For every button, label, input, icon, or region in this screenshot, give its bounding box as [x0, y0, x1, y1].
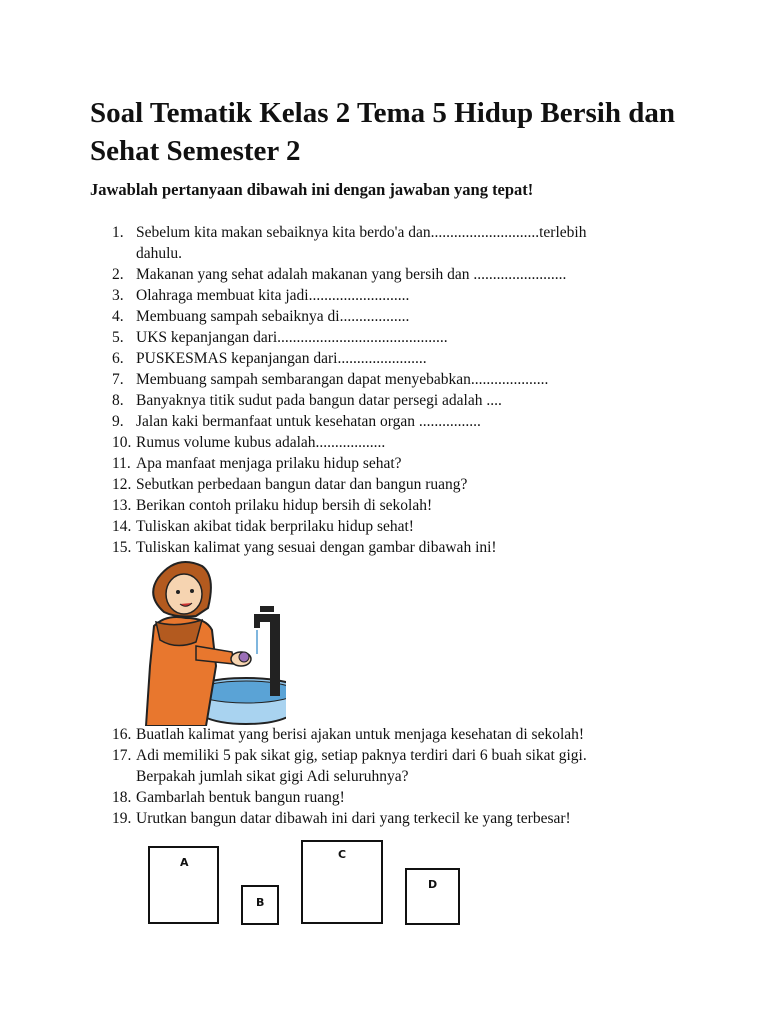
square-shape-a — [148, 846, 219, 924]
question-number: 1. — [112, 224, 124, 241]
question-item — [112, 787, 345, 808]
question-text: Berikan contoh prilaku hidup bersih di sekolah! — [136, 497, 433, 514]
question-number: 12. — [112, 476, 132, 493]
question-text-continued: dahulu. — [136, 245, 183, 262]
question-text: Buatlah kalimat yang berisi ajakan untuk menjaga kesehatan di sekolah! — [136, 726, 585, 743]
question-item — [112, 495, 432, 516]
question-text: Apa manfaat menjaga prilaku hidup sehat? — [136, 455, 402, 472]
question-item — [112, 474, 467, 495]
shape-label: D — [428, 878, 438, 891]
question-text: Sebutkan perbedaan bangun datar dan bangun ruang? — [136, 476, 468, 493]
question-item — [112, 390, 502, 411]
question-item — [112, 348, 427, 369]
question-text: Makanan yang sehat adalah makanan yang bersih dan ........................ — [136, 266, 567, 283]
question-item — [112, 327, 448, 348]
question-text: Banyaknya titik sudut pada bangun datar persegi adalah .... — [136, 392, 502, 409]
question-item — [112, 516, 414, 537]
question-item — [112, 745, 587, 787]
question-number: 7. — [112, 371, 124, 388]
question-number: 8. — [112, 392, 124, 409]
question-number: 3. — [112, 287, 124, 304]
question-number: 6. — [112, 350, 124, 367]
square-shape-c — [301, 840, 383, 924]
question-item — [112, 808, 571, 829]
shape-label: C — [338, 848, 347, 861]
square-shape-b — [241, 885, 279, 925]
question-text: UKS kepanjangan dari............................................ — [136, 329, 448, 346]
question-number: 18. — [112, 789, 132, 806]
question-text: Membuang sampah sembarangan dapat menyebabkan.................... — [136, 371, 549, 388]
question-text-continued: Berpakah jumlah sikat gigi Adi seluruhnya? — [136, 768, 409, 785]
question-number: 14. — [112, 518, 132, 535]
question-item — [112, 264, 566, 285]
question-text: Rumus volume kubus adalah.................. — [136, 434, 386, 451]
question-number: 2. — [112, 266, 124, 283]
shape-label: B — [256, 896, 265, 909]
question-text: Adi memiliki 5 pak sikat gig, setiap paknya terdiri dari 6 buah sikat gigi. — [136, 747, 587, 764]
question-text: Sebelum kita makan sebaiknya kita berdo'a dan............................terlebih — [136, 224, 587, 241]
question-number: 9. — [112, 413, 124, 430]
question-item — [112, 453, 402, 474]
question-number: 13. — [112, 497, 132, 514]
question-text: Gambarlah bentuk bangun ruang! — [136, 789, 345, 806]
girl-washing-hands-icon — [136, 556, 286, 726]
question-item — [112, 369, 548, 390]
question-text: Tuliskan kalimat yang sesuai dengan gambar dibawah ini! — [136, 539, 497, 556]
instruction-text: Jawablah pertanyaan dibawah ini dengan jawaban yang tepat! — [90, 180, 534, 199]
question-number: 4. — [112, 308, 124, 325]
question-item — [112, 285, 409, 306]
square-shape-d — [405, 868, 460, 925]
question-item — [112, 537, 497, 558]
question-item — [112, 411, 481, 432]
question-item — [112, 222, 586, 264]
question-text: Olahraga membuat kita jadi.......................... — [136, 287, 410, 304]
page-title: Soal Tematik Kelas 2 Tema 5 Hidup Bersih dan Sehat Semester 2 — [90, 97, 675, 167]
question-number: 10. — [112, 434, 132, 451]
question-number: 11. — [112, 455, 131, 472]
shape-label: A — [180, 856, 189, 869]
question-number: 17. — [112, 747, 132, 764]
question-number: 16. — [112, 726, 132, 743]
question-text: Membuang sampah sebaiknya di.................. — [136, 308, 410, 325]
question-item — [112, 306, 409, 327]
question-number: 19. — [112, 810, 132, 827]
question-text: Tuliskan akibat tidak berprilaku hidup sehat! — [136, 518, 414, 535]
question-number: 5. — [112, 329, 124, 346]
question-text: Jalan kaki bermanfaat untuk kesehatan organ ................ — [136, 413, 481, 430]
question-text: Urutkan bangun datar dibawah ini dari yang terkecil ke yang terbesar! — [136, 810, 571, 827]
question-item — [112, 724, 584, 745]
question-item — [112, 432, 385, 453]
question-text: PUSKESMAS kepanjangan dari....................... — [136, 350, 427, 367]
question-number: 15. — [112, 539, 132, 556]
